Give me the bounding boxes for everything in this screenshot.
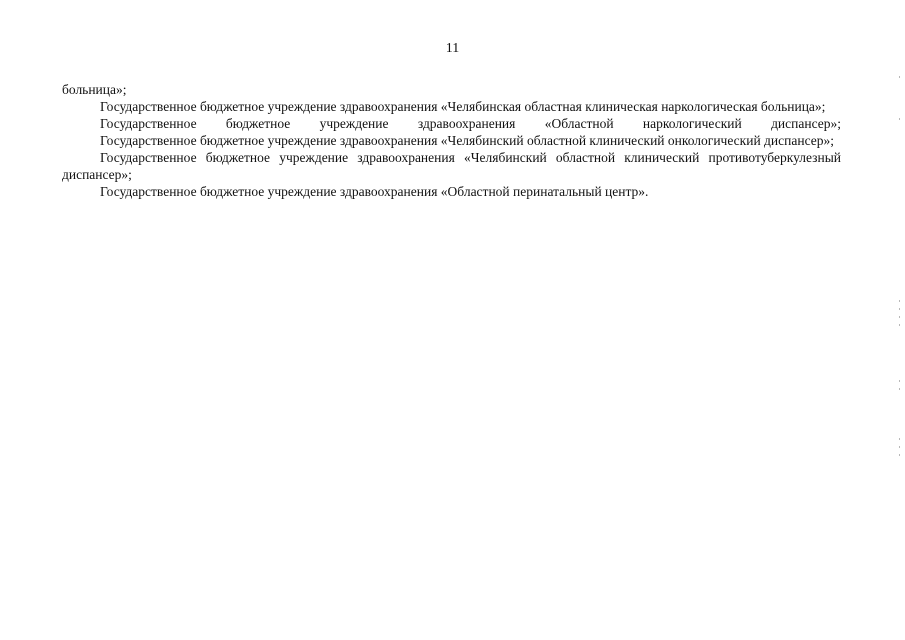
document-body [62, 81, 841, 200]
paragraph-narcology-dispensary: Государственное бюджетное учреждение здравоохранения «Областной наркологический диспансер»; [100, 116, 841, 131]
scan-mark [899, 118, 900, 120]
page-number: 11 [445, 41, 460, 56]
paragraph-perinatal-center: Государственное бюджетное учреждение здравоохранения «Областной перинатальный центр». [100, 184, 649, 199]
paragraph-narcology-hospital: Государственное бюджетное учреждение здравоохранения «Челябинская областная клиническая наркологическая больница»; [100, 99, 826, 114]
scan-mark [899, 454, 900, 456]
paragraph-tuberculosis-dispensary: Государственное бюджетное учреждение здравоохранения «Челябинский областной клинический противотуберкулезный диспансер»; [62, 150, 841, 182]
scan-mark [899, 388, 900, 390]
scan-margin-marks [899, 70, 902, 470]
scan-mark [899, 446, 900, 448]
scan-mark [899, 316, 900, 318]
paragraph-oncology-dispensary: Государственное бюджетное учреждение здравоохранения «Челябинский областной клинический онкологический диспансер»; [100, 133, 834, 148]
scan-mark [899, 324, 900, 326]
scan-mark [899, 438, 900, 440]
scan-mark [899, 300, 900, 302]
paragraph-continuation: больница»; [62, 82, 127, 97]
scan-mark [899, 380, 900, 382]
scan-mark [899, 76, 900, 78]
scan-mark [899, 308, 900, 310]
